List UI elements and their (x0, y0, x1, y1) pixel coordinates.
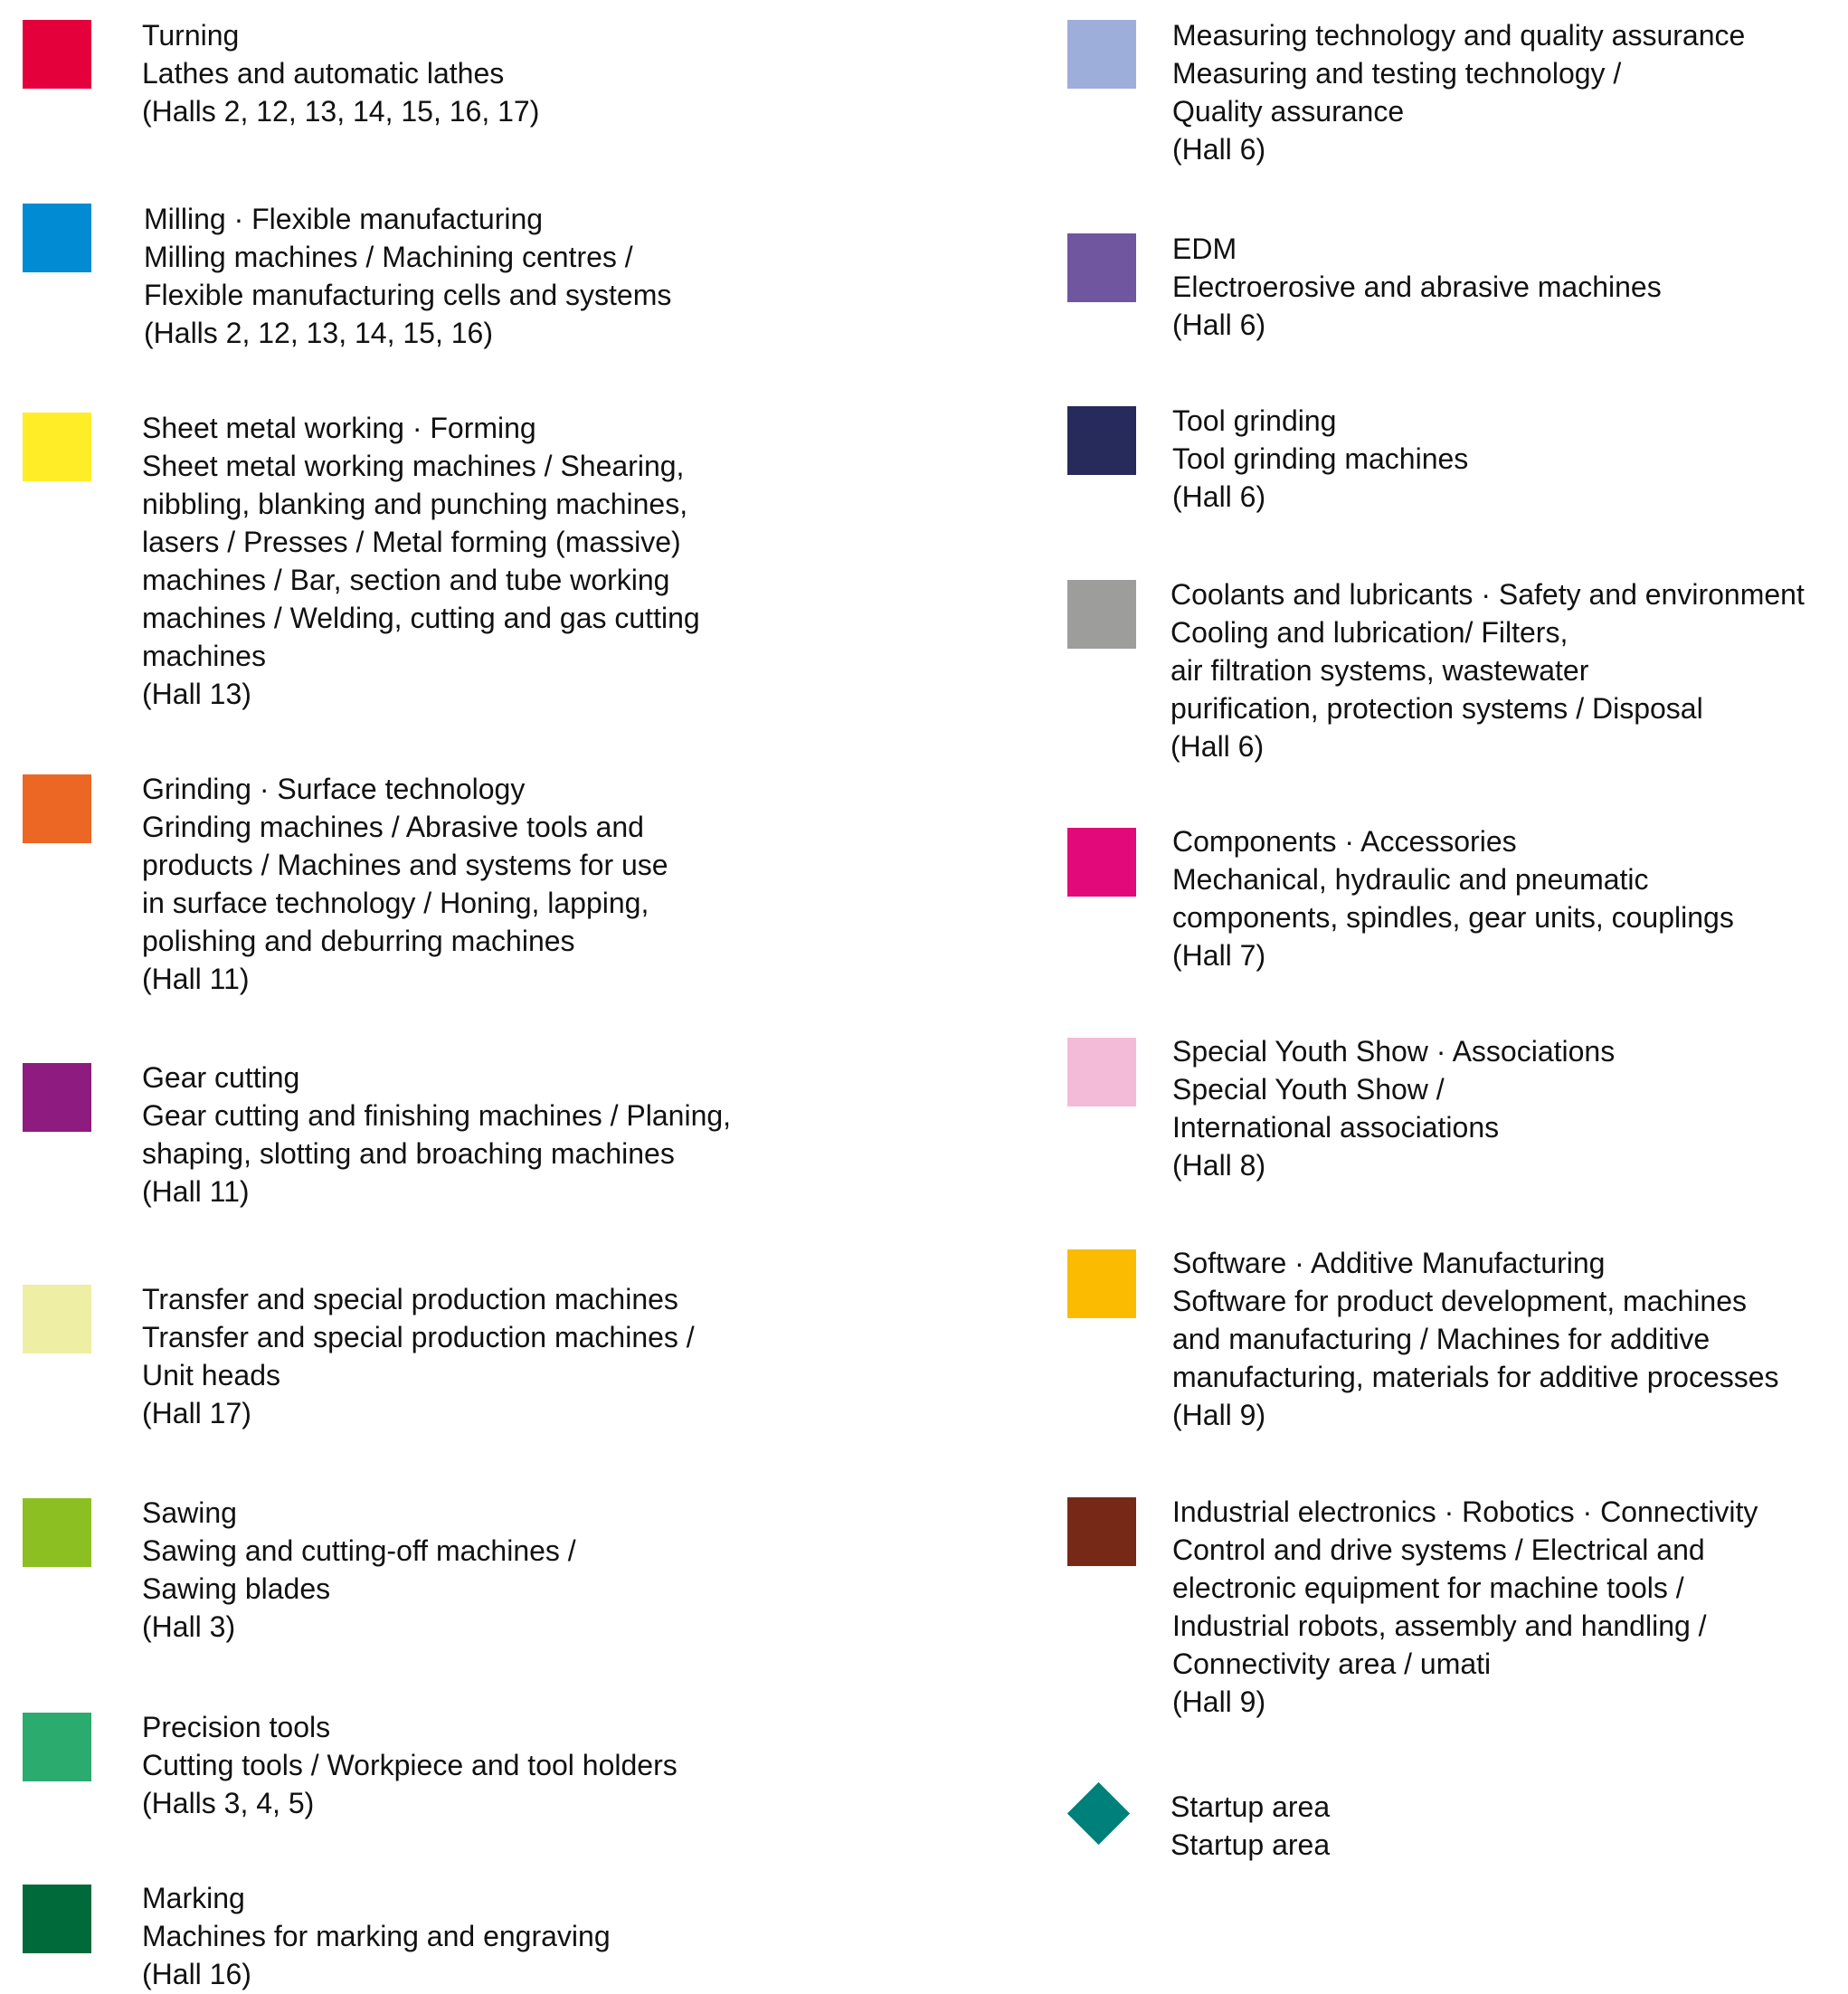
entry-line: nibbling, blanking and punching machines, (142, 488, 688, 520)
entry-title: Turning (142, 19, 240, 52)
entry-title: Industrial electronics · Robotics · Connectivity (1172, 1496, 1758, 1528)
entry-line: Measuring and testing technology / (1172, 57, 1622, 90)
entry-hall: (Halls 2, 12, 13, 14, 15, 16) (144, 317, 493, 349)
entry-line: products / Machines and systems for use (142, 849, 668, 881)
entry-title: Marking (142, 1882, 245, 1914)
entry-title: Software · Additive Manufacturing (1172, 1247, 1606, 1279)
entry-title: Special Youth Show · Associations (1172, 1035, 1616, 1068)
entry-line: lasers / Presses / Metal forming (massive) (142, 526, 681, 558)
entry-line: Software for product development, machines (1172, 1285, 1747, 1317)
entry-title: Gear cutting (142, 1061, 300, 1094)
entry-title: Components · Accessories (1172, 825, 1517, 858)
milling-color-swatch (23, 204, 91, 272)
entry-line: manufacturing, materials for additive processes (1172, 1361, 1779, 1393)
entry-title: Sheet metal working · Forming (142, 412, 536, 444)
entry-line: Transfer and special production machines / (142, 1321, 695, 1353)
sheet-metal-color-swatch (23, 413, 91, 481)
precision-tools-color-swatch (23, 1713, 91, 1781)
industrial-electronics-color-swatch (1067, 1497, 1136, 1566)
sawing-color-swatch (23, 1498, 91, 1567)
entry-title: Measuring technology and quality assurance (1172, 19, 1746, 52)
entry-hall: (Hall 3) (142, 1610, 236, 1643)
entry-title: Milling · Flexible manufacturing (144, 203, 544, 235)
components-color-swatch (1067, 828, 1136, 897)
entry-line: Industrial robots, assembly and handling / (1172, 1609, 1707, 1642)
entry-line: Mechanical, hydraulic and pneumatic (1172, 863, 1649, 896)
entry-line: Gear cutting and finishing machines / Planing, (142, 1099, 732, 1132)
entry-hall: (Hall 6) (1172, 309, 1266, 341)
turning-color-swatch (23, 20, 91, 89)
entry-title: Coolants and lubricants · Safety and environment (1170, 578, 1805, 611)
entry-hall: (Halls 3, 4, 5) (142, 1787, 315, 1819)
entry-line: Cooling and lubrication/ Filters, (1170, 616, 1568, 649)
grinding-color-swatch (23, 774, 91, 843)
entry-line: shaping, slotting and broaching machines (142, 1137, 675, 1170)
entry-line: machines / Bar, section and tube working (142, 564, 670, 596)
entry-line: Sheet metal working machines / Shearing, (142, 450, 685, 482)
entry-line: in surface technology / Honing, lapping, (142, 887, 649, 919)
entry-hall: (Hall 16) (142, 1958, 251, 1990)
entry-line: Quality assurance (1172, 95, 1405, 128)
gear-cutting-color-swatch (23, 1063, 91, 1132)
entry-hall: (Hall 11) (142, 1175, 250, 1208)
entry-line: purification, protection systems / Disposal (1170, 692, 1703, 725)
entry-hall: (Hall 11) (142, 963, 250, 995)
entry-line: polishing and deburring machines (142, 925, 575, 957)
entry-line: machines (142, 640, 266, 672)
entry-line: Unit heads (142, 1359, 280, 1391)
entry-line: Tool grinding machines (1172, 442, 1469, 475)
entry-hall: (Hall 8) (1172, 1149, 1266, 1182)
entry-line: Connectivity area / umati (1172, 1647, 1492, 1680)
entry-title: Sawing (142, 1496, 237, 1529)
startup-diamond-icon (1067, 1782, 1130, 1845)
entry-line: Startup area (1170, 1828, 1331, 1861)
entry-hall: (Hall 6) (1170, 730, 1265, 763)
coolants-color-swatch (1067, 580, 1136, 649)
entry-line: machines / Welding, cutting and gas cutting (142, 602, 700, 634)
software-color-swatch (1067, 1249, 1136, 1318)
edm-color-swatch (1067, 233, 1136, 302)
youth-show-color-swatch (1067, 1038, 1136, 1106)
entry-line: air filtration systems, wastewater (1170, 654, 1589, 687)
entry-hall: (Hall 13) (142, 678, 251, 710)
entry-line: Control and drive systems / Electrical and (1172, 1533, 1705, 1566)
entry-line: components, spindles, gear units, couplings (1172, 901, 1734, 934)
entry-title: Grinding · Surface technology (142, 773, 526, 805)
entry-line: Sawing and cutting-off machines / (142, 1534, 576, 1567)
entry-title: Tool grinding (1172, 404, 1337, 437)
entry-hall: (Hall 17) (142, 1397, 251, 1429)
entry-line: Lathes and automatic lathes (142, 57, 505, 90)
entry-line: and manufacturing / Machines for additive (1172, 1323, 1711, 1355)
entry-line: Grinding machines / Abrasive tools and (142, 811, 644, 843)
entry-hall: (Hall 7) (1172, 939, 1266, 972)
entry-hall: (Hall 9) (1172, 1399, 1266, 1431)
entry-line: Cutting tools / Workpiece and tool holders (142, 1749, 678, 1781)
entry-title: EDM (1172, 233, 1237, 265)
entry-hall: (Halls 2, 12, 13, 14, 15, 16, 17) (142, 95, 540, 128)
transfer-color-swatch (23, 1285, 91, 1353)
marking-color-swatch (23, 1885, 91, 1953)
entry-line: International associations (1172, 1111, 1500, 1144)
entry-line: Flexible manufacturing cells and systems (144, 279, 672, 311)
entry-hall: (Hall 6) (1172, 133, 1266, 166)
entry-line: Electroerosive and abrasive machines (1172, 271, 1662, 303)
entry-line: Special Youth Show / (1172, 1073, 1445, 1106)
entry-hall: (Hall 9) (1172, 1685, 1266, 1718)
entry-title: Startup area (1170, 1790, 1331, 1823)
entry-line: Machines for marking and engraving (142, 1920, 611, 1952)
entry-title: Transfer and special production machines (142, 1283, 678, 1315)
entry-title: Precision tools (142, 1711, 331, 1743)
entry-line: electronic equipment for machine tools / (1172, 1571, 1684, 1604)
entry-hall: (Hall 6) (1172, 480, 1266, 513)
entry-line: Sawing blades (142, 1572, 331, 1605)
entry-line: Milling machines / Machining centres / (144, 241, 633, 273)
measuring-color-swatch (1067, 20, 1136, 89)
tool-grinding-color-swatch (1067, 406, 1136, 475)
